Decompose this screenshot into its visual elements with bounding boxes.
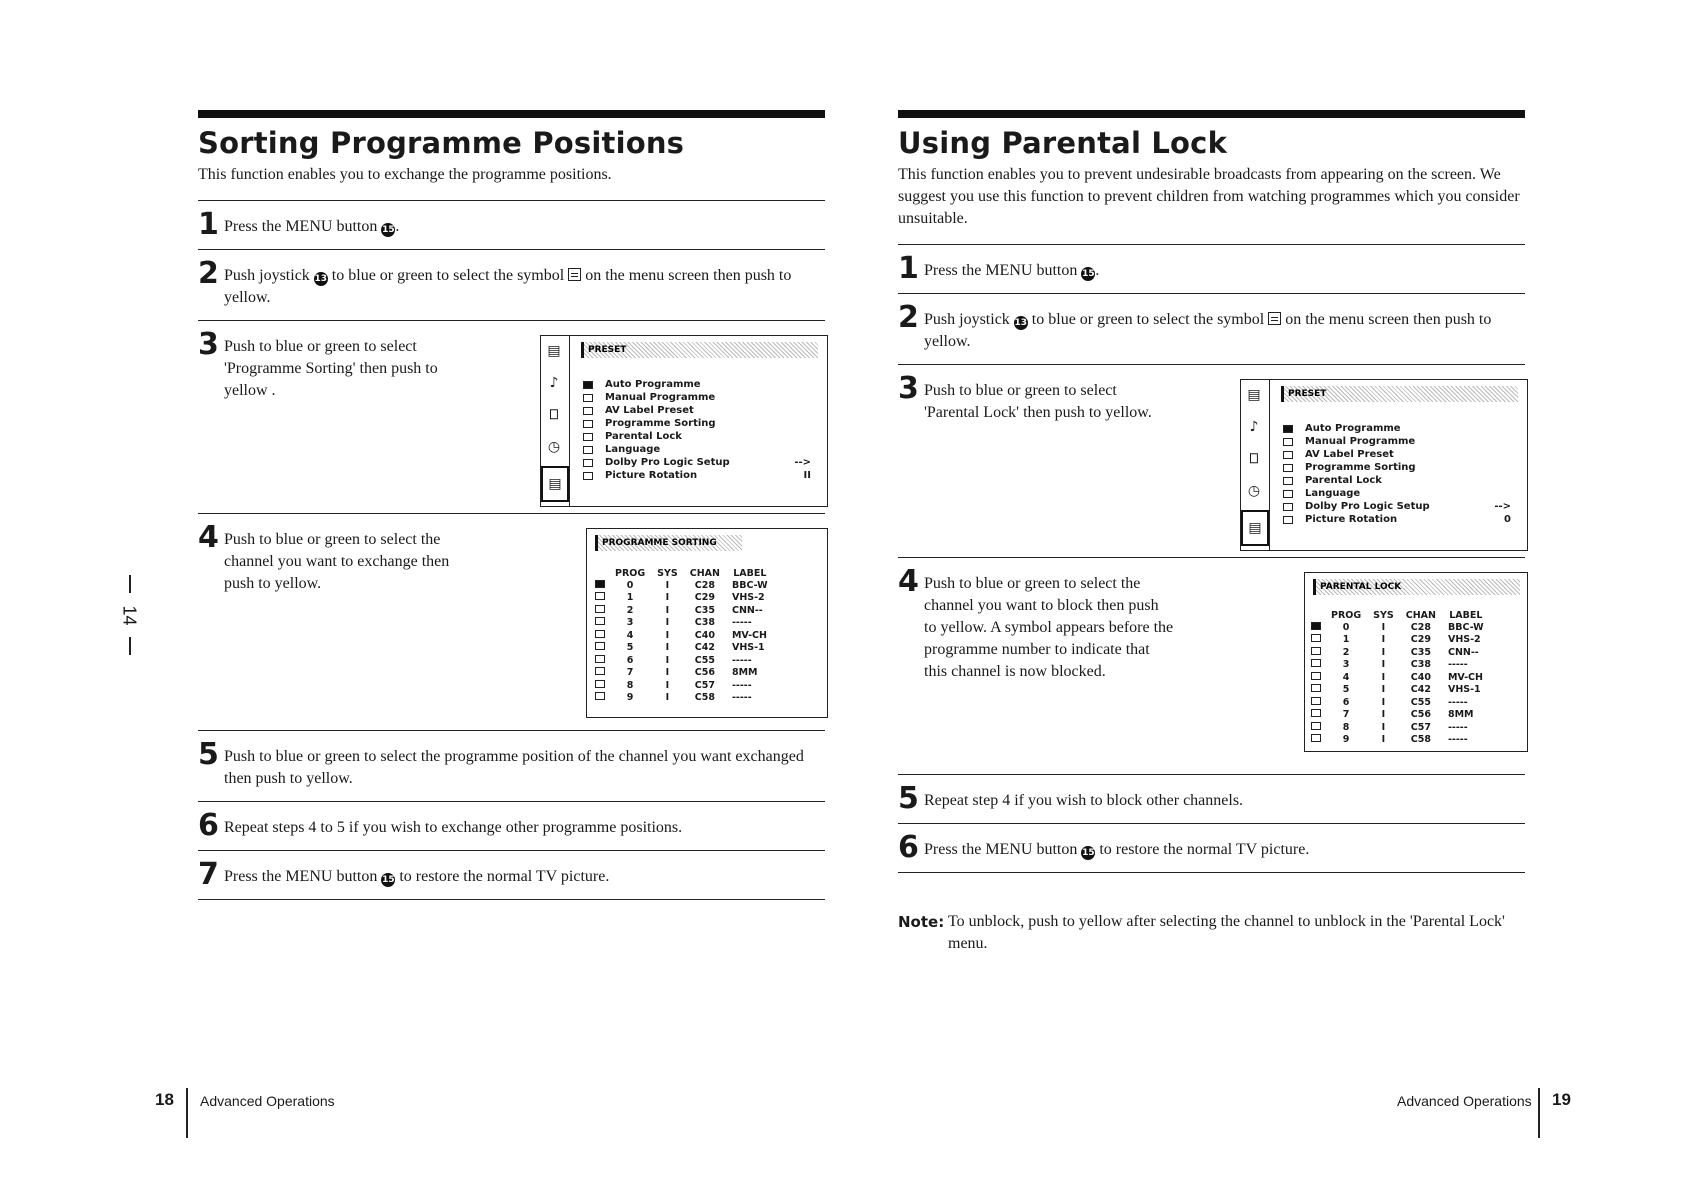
table-row	[595, 679, 774, 692]
programme-table	[1311, 609, 1490, 746]
table-cell: C57	[1410, 721, 1431, 733]
table-cell: -----	[1447, 721, 1468, 733]
table-cell: 8MM	[731, 667, 758, 679]
table-cell: 8	[626, 679, 634, 691]
preset-symbol-icon	[1268, 312, 1281, 325]
table-cell: I	[665, 579, 670, 591]
row-marker	[1311, 634, 1325, 647]
table-cell: 9	[626, 692, 634, 704]
step-number: 1	[198, 207, 219, 242]
table-cell: I	[665, 617, 670, 629]
unselected-marker	[1311, 672, 1321, 680]
step-text: Repeat step 4 if you wish to block other channels.	[924, 792, 1244, 809]
parental-lock-screen	[1304, 572, 1528, 752]
table-cell: 4	[626, 629, 634, 641]
row-marker	[1311, 671, 1325, 684]
step-2	[898, 293, 1525, 364]
table-cell: 6	[1342, 696, 1350, 708]
step-3	[898, 364, 1525, 557]
table-cell: C42	[1410, 684, 1431, 696]
table-cell: C38	[694, 617, 715, 629]
menu-item: Language	[583, 443, 823, 456]
right-page	[842, 0, 1685, 1192]
table-cell: MV-CH	[1447, 671, 1483, 683]
menu-item: Manual Programme	[583, 391, 823, 404]
table-cell: -----	[731, 654, 752, 666]
step-5	[898, 774, 1525, 823]
table-cell: 5	[626, 642, 634, 654]
menu-item: Manual Programme	[1283, 435, 1523, 448]
table-cell: -----	[731, 679, 752, 691]
selected-marker	[1311, 622, 1321, 630]
table-cell: I	[665, 629, 670, 641]
column-header: CHAN	[689, 567, 720, 579]
intro-text: This function enables you to exchange the programme positions.	[198, 166, 612, 183]
timer-icon: ◷	[547, 439, 561, 455]
menu-item: Programme Sorting	[583, 417, 823, 430]
column-header: LABEL	[733, 567, 767, 579]
joystick-icon: 13	[1014, 318, 1028, 328]
column-header: PROG	[615, 567, 646, 579]
section-rule	[898, 110, 1525, 118]
column-header: CHAN	[1405, 609, 1436, 621]
step-text-end: .	[1095, 262, 1100, 279]
table-cell: -----	[1447, 734, 1468, 746]
row-marker	[595, 604, 609, 617]
input-icon: ⎕	[1249, 451, 1259, 467]
table-header-row	[1311, 609, 1490, 621]
table-cell: VHS-1	[1447, 684, 1481, 696]
table-row	[595, 592, 774, 605]
table-cell: C55	[1410, 696, 1431, 708]
step-6	[898, 823, 1525, 873]
programme-table	[595, 567, 774, 704]
programme-sorting-screen	[586, 528, 828, 718]
table-row	[1311, 696, 1490, 709]
step-text: Push to blue or green to select 'Parental Lock' then push to yellow.	[924, 382, 1152, 421]
menu-banner: PROGRAMME SORTING	[595, 535, 742, 551]
footer-divider	[186, 1088, 188, 1138]
marker-header	[595, 567, 609, 579]
table-cell: 4	[1342, 671, 1350, 683]
table-cell: BBC-W	[1447, 621, 1484, 633]
footer-divider	[1538, 1088, 1540, 1138]
row-marker	[595, 592, 609, 605]
unselected-marker	[1311, 734, 1321, 742]
row-marker	[595, 692, 609, 705]
table-cell: CNN--	[731, 604, 763, 616]
step-4	[198, 513, 825, 730]
table-cell: C58	[694, 692, 715, 704]
table-cell: C35	[694, 604, 715, 616]
menu-item: Programme Sorting	[1283, 461, 1523, 474]
table-cell: I	[1381, 684, 1386, 696]
table-cell: 6	[626, 654, 634, 666]
table-cell: BBC-W	[731, 579, 768, 591]
page-title: Sorting Programme Positions	[198, 126, 685, 160]
unselected-marker	[1311, 659, 1321, 667]
unselected-marker	[595, 642, 605, 650]
unselected-marker	[595, 667, 605, 675]
table-cell: I	[1381, 721, 1386, 733]
unselected-marker	[1311, 647, 1321, 655]
step-6	[198, 801, 825, 850]
menu-item: Language	[1283, 487, 1523, 500]
step-text: Repeat steps 4 to 5 if you wish to exchange other programme positions.	[224, 819, 683, 836]
table-row	[1311, 709, 1490, 722]
sound-icon: ♪	[549, 375, 559, 391]
note-text: To unblock, push to yellow after selecting the channel to unblock in the 'Parental Lock' menu.	[948, 913, 1505, 952]
table-cell: I	[665, 692, 670, 704]
selected-marker	[595, 580, 605, 588]
row-marker	[1311, 696, 1325, 709]
step-text-mid: to blue or green to select the symbol	[1031, 311, 1265, 328]
step-number: 1	[898, 251, 919, 286]
table-cell: C40	[694, 629, 715, 641]
column-header: LABEL	[1449, 609, 1483, 621]
dolby-value: -->	[1494, 501, 1511, 512]
step-text-end: to restore the normal TV picture.	[1099, 841, 1310, 858]
table-cell: 0	[1342, 621, 1350, 633]
right-column	[898, 110, 1525, 955]
row-marker	[595, 617, 609, 630]
table-cell: C38	[1410, 659, 1431, 671]
unselected-marker	[1311, 684, 1321, 692]
step-number: 4	[198, 520, 219, 555]
step-text: Push to blue or green to select the channel you want to block then push to yellow. A symbol appears before the programme number to indicate that this channel is now blocked.	[924, 575, 1174, 680]
step-5	[198, 730, 825, 801]
footer-label: Advanced Operations	[200, 1093, 335, 1109]
menu-button-icon: 15	[382, 875, 395, 885]
preset-symbol-icon	[568, 268, 581, 281]
menu-item: Dolby Pro Logic Setup -->	[583, 456, 823, 469]
unselected-marker	[595, 655, 605, 663]
table-cell: -----	[1447, 659, 1468, 671]
table-cell: CNN--	[1447, 646, 1479, 658]
table-cell: I	[1381, 659, 1386, 671]
table-row	[1311, 634, 1490, 647]
unselected-marker	[595, 592, 605, 600]
table-cell: I	[1381, 709, 1386, 721]
table-cell: C57	[694, 679, 715, 691]
preset-icon: ▤	[1241, 510, 1269, 546]
sound-icon: ♪	[1249, 419, 1259, 435]
table-cell: I	[1381, 646, 1386, 658]
row-marker	[1311, 621, 1325, 634]
menu-item: Picture Rotation II	[583, 469, 823, 482]
row-marker	[1311, 734, 1325, 747]
table-row	[595, 629, 774, 642]
step-text-end: to restore the normal TV picture.	[399, 868, 610, 885]
table-cell: 2	[1342, 646, 1350, 658]
step-number: 5	[198, 737, 219, 772]
table-row	[595, 692, 774, 705]
step-number: 3	[198, 327, 219, 362]
table-cell: I	[1381, 621, 1386, 633]
step-number: 2	[198, 256, 219, 291]
table-row	[1311, 646, 1490, 659]
row-marker	[595, 667, 609, 680]
column-header: SYS	[1373, 609, 1394, 621]
preset-menu-screen	[1240, 379, 1528, 551]
footer-label: Advanced Operations	[1397, 1093, 1532, 1109]
row-marker	[595, 629, 609, 642]
table-cell: C56	[1410, 709, 1431, 721]
table-cell: I	[665, 667, 670, 679]
unselected-marker	[1311, 709, 1321, 717]
unselected-marker	[1311, 697, 1321, 705]
table-cell: C58	[1410, 734, 1431, 746]
left-page	[0, 0, 842, 1192]
row-marker	[1311, 709, 1325, 722]
table-cell: C28	[694, 579, 715, 591]
table-cell: C29	[694, 592, 715, 604]
table-cell: 2	[626, 604, 634, 616]
joystick-icon: 13	[314, 274, 328, 284]
step-text: Push to blue or green to select the programme position of the channel you want exchanged then push to yellow.	[224, 748, 804, 787]
table-cell: C29	[1410, 634, 1431, 646]
table-cell: C40	[1410, 671, 1431, 683]
page-number: 18	[155, 1090, 174, 1109]
table-header-row	[595, 567, 774, 579]
page-title: Using Parental Lock	[898, 126, 1228, 160]
step-4	[898, 557, 1525, 774]
table-cell: 7	[626, 667, 634, 679]
row-marker	[1311, 659, 1325, 672]
table-cell: VHS-2	[1447, 634, 1481, 646]
menu-item: Auto Programme	[1283, 422, 1523, 435]
step-text-end: .	[395, 218, 400, 235]
table-cell: 1	[626, 592, 634, 604]
unselected-marker	[1311, 634, 1321, 642]
step-1	[898, 244, 1525, 293]
table-cell: -----	[731, 692, 752, 704]
note-label: Note:	[898, 913, 945, 931]
table-cell: I	[665, 654, 670, 666]
step-number: 7	[198, 857, 219, 892]
step-text: Press the MENU button	[924, 262, 1078, 279]
rotation-value: 0	[1504, 514, 1511, 525]
picture-icon: ▤	[547, 343, 561, 359]
unselected-marker	[1311, 722, 1321, 730]
table-cell: I	[665, 679, 670, 691]
menu-item: Dolby Pro Logic Setup -->	[1283, 500, 1523, 513]
table-cell: 5	[1342, 684, 1350, 696]
table-row	[1311, 684, 1490, 697]
menu-item: Parental Lock	[583, 430, 823, 443]
input-icon: ⎕	[549, 407, 559, 423]
side-mark-number: 14	[119, 605, 140, 626]
table-cell: I	[1381, 634, 1386, 646]
step-1	[198, 200, 825, 249]
table-row	[1311, 721, 1490, 734]
table-row	[1311, 659, 1490, 672]
menu-banner: PARENTAL LOCK	[1313, 579, 1520, 595]
menu-button-icon: 15	[382, 225, 395, 235]
preset-menu-list	[583, 378, 823, 482]
step-number: 6	[898, 830, 919, 865]
table-cell: 1	[1342, 634, 1350, 646]
step-text: Push joystick	[224, 267, 310, 284]
picture-icon: ▤	[1247, 387, 1261, 403]
unselected-marker	[595, 692, 605, 700]
menu-button-icon: 15	[1082, 269, 1095, 279]
step-text-end: on the menu screen then push to yellow.	[924, 311, 1492, 350]
preset-icon: ▤	[541, 466, 569, 502]
table-cell: I	[665, 642, 670, 654]
menu-item: AV Label Preset	[583, 404, 823, 417]
row-marker	[595, 579, 609, 592]
section-rule	[198, 110, 825, 118]
table-row	[595, 667, 774, 680]
step-text-mid: to blue or green to select the symbol	[331, 267, 565, 284]
side-page-mark	[120, 575, 140, 655]
table-row	[595, 604, 774, 617]
right-footer	[1552, 1090, 1571, 1110]
table-cell: I	[1381, 696, 1386, 708]
table-cell: I	[1381, 671, 1386, 683]
table-cell: VHS-2	[731, 592, 765, 604]
row-marker	[1311, 721, 1325, 734]
step-7	[198, 850, 825, 900]
table-cell: C35	[1410, 646, 1431, 658]
table-cell: C56	[694, 667, 715, 679]
step-text: Press the MENU button	[924, 841, 1078, 858]
step-number: 3	[898, 371, 919, 406]
left-column	[198, 110, 825, 900]
unselected-marker	[595, 630, 605, 638]
preset-menu-list	[1283, 422, 1523, 526]
table-row	[1311, 734, 1490, 747]
step-text: Push to blue or green to select the channel you want to exchange then push to yellow.	[224, 531, 450, 592]
intro-text: This function enables you to prevent undesirable broadcasts from appearing on the screen. We suggest you use this function to prevent children from watching programmes which you consider unsuitable.	[898, 166, 1520, 227]
timer-icon: ◷	[1247, 483, 1261, 499]
table-row	[595, 654, 774, 667]
table-cell: 8	[1342, 721, 1350, 733]
table-cell: I	[1381, 734, 1386, 746]
table-row	[1311, 671, 1490, 684]
unselected-marker	[595, 680, 605, 688]
table-cell: VHS-1	[731, 642, 765, 654]
rotation-value: II	[803, 470, 811, 481]
row-marker	[595, 642, 609, 655]
table-cell: MV-CH	[731, 629, 767, 641]
table-cell: 0	[626, 579, 634, 591]
menu-icon-column	[541, 336, 570, 506]
table-row	[595, 579, 774, 592]
selected-marker	[1283, 425, 1293, 433]
step-number: 4	[898, 564, 919, 599]
table-cell: I	[665, 592, 670, 604]
table-cell: C55	[694, 654, 715, 666]
unselected-marker	[595, 617, 605, 625]
menu-item: AV Label Preset	[1283, 448, 1523, 461]
step-number: 5	[898, 781, 919, 816]
menu-item: Parental Lock	[1283, 474, 1523, 487]
menu-banner: PRESET	[1281, 386, 1518, 402]
selected-marker	[583, 381, 593, 389]
menu-banner: PRESET	[581, 342, 818, 358]
table-cell: 7	[1342, 709, 1350, 721]
table-cell: -----	[1447, 696, 1468, 708]
step-text: Press the MENU button	[224, 218, 378, 235]
table-cell: 3	[1342, 659, 1350, 671]
row-marker	[1311, 646, 1325, 659]
menu-item: Picture Rotation 0	[1283, 513, 1523, 526]
column-header: PROG	[1331, 609, 1362, 621]
side-mark-tick-top	[129, 575, 131, 593]
preset-menu-screen	[540, 335, 828, 507]
table-row	[1311, 621, 1490, 634]
step-number: 6	[198, 808, 219, 843]
table-cell: 3	[626, 617, 634, 629]
table-row	[595, 617, 774, 630]
step-text: Press the MENU button	[224, 868, 378, 885]
unselected-marker	[595, 605, 605, 613]
row-marker	[1311, 684, 1325, 697]
table-cell: 8MM	[1447, 709, 1474, 721]
table-cell: 9	[1342, 734, 1350, 746]
table-row	[595, 642, 774, 655]
table-cell: C28	[1410, 621, 1431, 633]
step-text: Push to blue or green to select 'Programme Sorting' then push to yellow .	[224, 338, 438, 399]
table-cell: -----	[731, 617, 752, 629]
column-header: SYS	[657, 567, 678, 579]
menu-icon-column	[1241, 380, 1270, 550]
menu-button-icon: 15	[1082, 848, 1095, 858]
table-cell: I	[665, 604, 670, 616]
table-cell: C42	[694, 642, 715, 654]
step-text-end: on the menu screen then push to yellow.	[224, 267, 792, 306]
dolby-value: -->	[794, 457, 811, 468]
note	[898, 911, 1525, 955]
row-marker	[595, 679, 609, 692]
step-text: Push joystick	[924, 311, 1010, 328]
step-2	[198, 249, 825, 320]
left-footer	[155, 1090, 174, 1110]
side-mark-tick-bottom	[129, 637, 131, 655]
step-number: 2	[898, 300, 919, 335]
marker-header	[1311, 609, 1325, 621]
page-number: 19	[1552, 1090, 1571, 1109]
row-marker	[595, 654, 609, 667]
step-3	[198, 320, 825, 513]
menu-item: Auto Programme	[583, 378, 823, 391]
